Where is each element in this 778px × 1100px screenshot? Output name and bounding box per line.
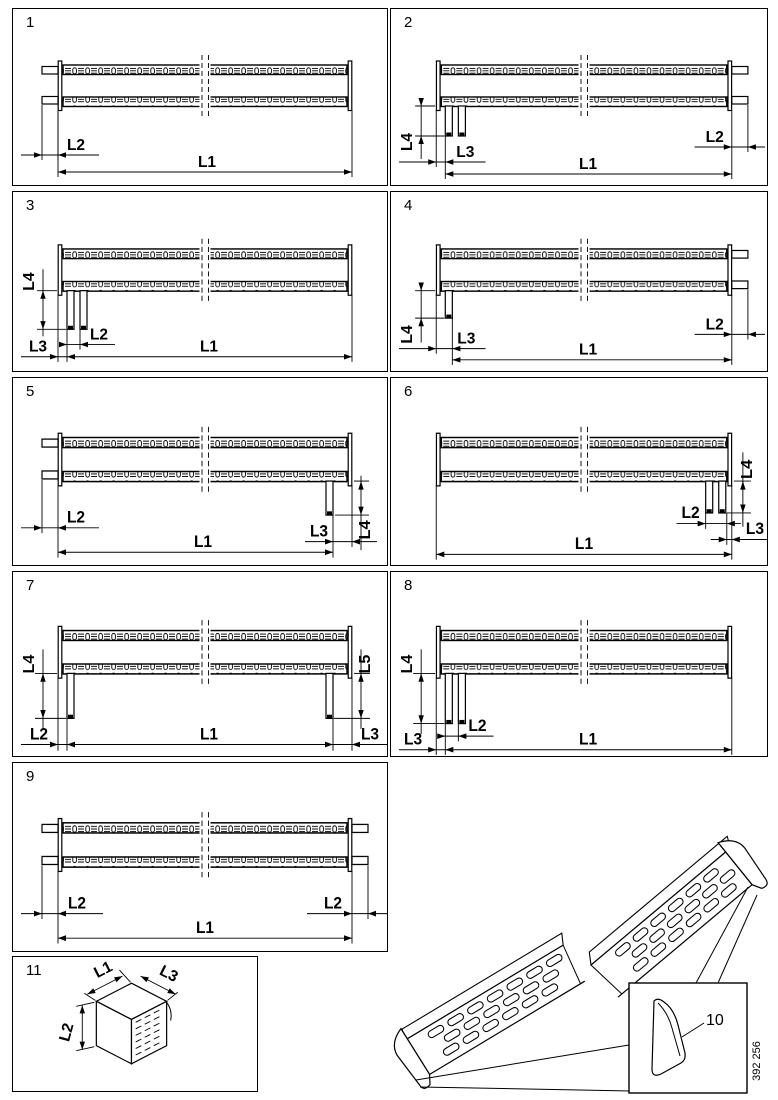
dimension-label-L1: L1 [199,725,219,744]
tap-pin [458,106,465,136]
dimension-label-L3: L3 [457,330,476,348]
dimension-label-L2: L2 [468,717,487,735]
dimension-label-L3: L3 [28,338,48,356]
busbar [58,620,352,718]
busbar-variant-9-drawing [13,763,387,951]
busbar [436,239,747,318]
dimension-label-L3: L3 [360,725,380,744]
busbar [42,427,352,515]
callout-number: 10 [706,1012,724,1029]
panel-number: 8 [404,577,413,594]
dimension-label-L3: L3 [456,144,475,161]
dimensions [21,476,377,558]
tap-pin [42,856,58,864]
dimensions [21,866,387,944]
panel-number: 4 [404,197,413,214]
panel-11 [12,956,258,1092]
tap-pin [732,250,748,258]
busbar-variant-7-drawing [13,572,387,756]
tap-pin [42,824,58,832]
panel-9 [12,762,388,952]
dimension-label-L1: L1 [578,731,598,749]
tap-pin [42,67,58,75]
dimension-label-L1: L1 [578,341,598,359]
busbar-variant-5-drawing [13,378,387,565]
busbar [436,55,747,136]
tap-pin [80,291,87,330]
tap-pin [445,291,452,318]
dimension-label-L4: L4 [357,520,374,540]
tap-pin [352,856,368,864]
panel-4 [390,191,768,372]
dimension-label-L4: L4 [399,654,417,674]
dimensions [21,105,352,177]
dimension-label-L1: L1 [574,534,594,554]
dimensions [436,452,767,559]
busbar-variant-6-drawing [391,378,767,565]
panel-number: 5 [26,383,35,400]
perforated-duct-segment [583,832,772,1005]
tap-pin [706,481,713,513]
panel-5 [12,377,388,566]
dimension-label-L2: L2 [89,326,109,344]
tap-pin [732,97,748,105]
dimension-label-L1: L1 [195,918,215,937]
panel-7 [12,571,388,757]
tap-pin [42,439,58,447]
dimension-label-L1: L1 [578,156,598,173]
busbar-variant-1-drawing [13,9,387,185]
dimension-label-L5: L5 [357,654,374,674]
tap-pin [42,471,58,479]
panel-number: 6 [404,383,413,400]
dimension-label-L4: L4 [21,272,38,291]
panel-number: 1 [26,14,35,31]
dimension-label-L3: L3 [309,522,329,541]
dimensions [399,283,765,365]
dimension-label-L3: L3 [745,519,765,539]
dimension-label-L2: L2 [56,1021,78,1044]
panel-8 [390,571,768,757]
detail-box [629,983,747,1093]
dimension-label-L1: L1 [91,958,116,982]
panel-2 [390,8,768,186]
dimension-label-L4: L4 [399,132,417,152]
tap-pin [352,824,368,832]
busbar-3d-view [386,797,776,1098]
panel-number: 7 [26,577,35,594]
dimension-label-L2: L2 [705,129,724,146]
tap-pin [42,97,58,105]
panel-number: 2 [404,14,413,31]
tap-pin [458,673,465,723]
dimension-label-L2: L2 [29,725,49,744]
dimension-label-L2: L2 [66,137,86,154]
tap-pin [719,481,726,513]
dimension-label-L2: L2 [67,893,87,913]
dimension-label-L4: L4 [738,459,756,479]
dimension-label-L2: L2 [681,503,700,523]
dimension-label-L3: L3 [404,731,423,749]
iso-block [96,983,171,1064]
tap-pin [732,281,748,289]
tap-pin [326,481,333,515]
panel-number: 11 [26,962,42,979]
tap-pin [445,106,452,136]
busbar [436,620,731,724]
dimensions [399,98,765,179]
dimension-label-L2: L2 [66,509,86,527]
busbar-variant-3-drawing [13,192,387,371]
busbar [42,812,368,878]
tap-pin [67,291,74,330]
tap-pin [326,673,333,718]
busbar [58,239,352,330]
dimension-label-L2: L2 [705,316,724,334]
tap-pin [67,673,74,718]
panel-1 [12,8,388,186]
tap-pin [445,673,452,723]
dimension-label-L4: L4 [21,654,38,674]
dimension-label-L1: L1 [199,338,219,356]
dimension-label-L2b: L2 [323,893,343,913]
panel-6 [390,377,768,566]
busbar-variant-8-drawing [391,572,767,756]
panel-number: 9 [26,768,35,785]
tap-pin [732,67,748,75]
dimension-label-L1: L1 [197,154,217,171]
busbar-block-iso-drawing [13,957,257,1091]
dimension-label-L1: L1 [193,533,213,552]
figure-number: 392 256 [751,1041,763,1081]
busbar [42,55,352,117]
busbar-variant-4-drawing [391,192,767,371]
panel-number: 3 [26,197,35,214]
busbar-variant-2-drawing [391,9,767,185]
dimension-label-L3: L3 [156,962,181,986]
panel-3 [12,191,388,372]
busbar [436,427,731,513]
dimension-label-L4: L4 [399,325,417,344]
